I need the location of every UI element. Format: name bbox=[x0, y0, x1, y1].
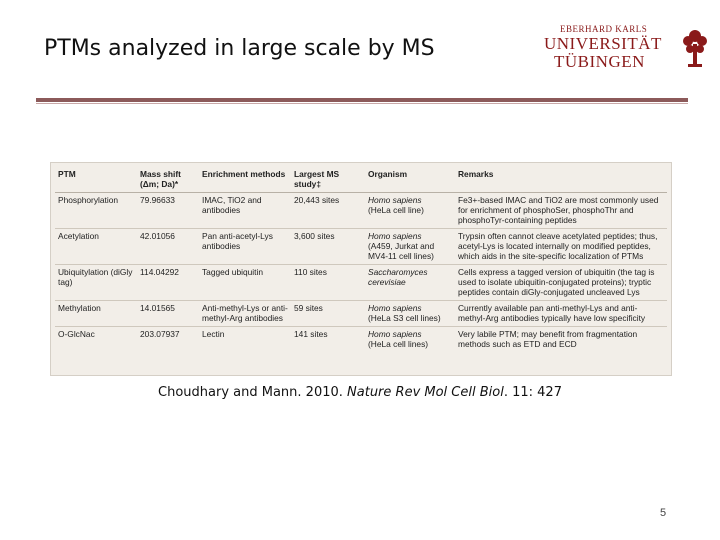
table-header-row bbox=[55, 167, 667, 193]
table-row bbox=[55, 229, 667, 265]
table-row bbox=[55, 265, 667, 301]
cell-organism bbox=[365, 229, 455, 265]
table-row bbox=[55, 327, 667, 353]
header-ptm: PTM bbox=[55, 167, 137, 193]
cell-ptm: Methylation bbox=[55, 301, 137, 327]
logo-line-1: EBERHARD KARLS bbox=[560, 24, 648, 34]
cell-mass: 79.96633 bbox=[137, 193, 199, 229]
table-row bbox=[55, 301, 667, 327]
header-divider-shadow bbox=[36, 103, 688, 104]
organism-note: (HeLa cell lines) bbox=[368, 339, 429, 349]
header-organism: Organism bbox=[365, 167, 455, 193]
cell-largest: 59 sites bbox=[291, 301, 365, 327]
palm-tree-emblem-icon bbox=[682, 28, 708, 68]
cell-mass: 114.04292 bbox=[137, 265, 199, 301]
header-mass-shift: Mass shift (Δm; Da)* bbox=[137, 167, 199, 193]
cell-ptm: Acetylation bbox=[55, 229, 137, 265]
cell-enrichment: Pan anti-acetyl-Lys antibodies bbox=[199, 229, 291, 265]
page-number: 5 bbox=[660, 507, 667, 519]
organism-note: (HeLa S3 cell lines) bbox=[368, 313, 441, 323]
cell-mass: 42.01056 bbox=[137, 229, 199, 265]
cell-organism bbox=[365, 193, 455, 229]
cell-remarks: Very labile PTM; may benefit from fragmentation methods such as ETD and ECD bbox=[458, 329, 638, 349]
ptm-table bbox=[55, 167, 667, 352]
organism-name: Homo sapiens bbox=[368, 195, 422, 205]
ptm-table-image bbox=[50, 162, 672, 376]
cell-enrichment: Anti-methyl-Lys or anti-methyl-Arg antibodies bbox=[199, 301, 291, 327]
header-largest-study: Largest MS study‡ bbox=[291, 167, 365, 193]
cell-remarks: Cells express a tagged version of ubiquitin (the tag is used to isolate ubiquitin-conjugated proteins); tryptic peptides contain diGly-conjugated uncleaved Lys bbox=[455, 265, 667, 301]
organism-name: Homo sapiens bbox=[368, 329, 422, 339]
cell-largest: 141 sites bbox=[294, 329, 328, 339]
organism-name: Homo sapiens bbox=[368, 303, 422, 313]
cell-ptm: O-GlcNac bbox=[58, 329, 95, 339]
logo-line-2: UNIVERSITÄT bbox=[544, 34, 662, 53]
cell-remarks: Fe3+-based IMAC and TiO2 are most commonly used for enrichment of phosphoSer, phosphoThr and phosphoTyr-containing peptides bbox=[455, 193, 667, 229]
cell-organism bbox=[365, 265, 455, 301]
organism-note: (HeLa cell line) bbox=[368, 205, 424, 215]
citation-authors: Choudhary and Mann. 2010. bbox=[158, 385, 343, 400]
citation-volume: . 11: 427 bbox=[503, 385, 562, 400]
organism-note: (A459, Jurkat and MV4-11 cell lines) bbox=[368, 241, 435, 261]
organism-name: Homo sapiens bbox=[368, 231, 422, 241]
cell-remarks: Currently available pan anti-methyl-Lys and anti-methyl-Arg antibodies typically have low specificity bbox=[455, 301, 667, 327]
cell-mass: 203.07937 bbox=[140, 329, 180, 339]
cell-largest: 20,443 sites bbox=[291, 193, 365, 229]
cell-enrichment: Lectin bbox=[202, 329, 225, 339]
cell-mass: 14.01565 bbox=[137, 301, 199, 327]
slide-title: PTMs analyzed in large scale by MS bbox=[44, 36, 435, 61]
header-enrichment: Enrichment methods bbox=[199, 167, 291, 193]
cell-organism bbox=[365, 301, 455, 327]
cell-ptm: Ubiquitylation (diGly tag) bbox=[55, 265, 137, 301]
cell-enrichment: IMAC, TiO2 and antibodies bbox=[199, 193, 291, 229]
logo-line-3: TÜBINGEN bbox=[554, 52, 645, 71]
organism-name: Saccharomyces cerevisiae bbox=[368, 267, 428, 287]
citation-journal: Nature Rev Mol Cell Biol bbox=[347, 385, 504, 400]
cell-remarks: Trypsin often cannot cleave acetylated peptides; thus, acetyl-Lys is located internally on modified peptides, which aids in the site-specific localization of PTMs bbox=[455, 229, 667, 265]
cell-enrichment: Tagged ubiquitin bbox=[199, 265, 291, 301]
cell-largest: 110 sites bbox=[291, 265, 365, 301]
cell-ptm: Phosphorylation bbox=[55, 193, 137, 229]
table-row bbox=[55, 193, 667, 229]
cell-organism bbox=[365, 327, 455, 353]
university-logo bbox=[540, 24, 710, 72]
header-remarks: Remarks bbox=[455, 167, 667, 193]
cell-largest: 3,600 sites bbox=[291, 229, 365, 265]
citation bbox=[0, 385, 720, 400]
header-divider bbox=[36, 98, 688, 102]
